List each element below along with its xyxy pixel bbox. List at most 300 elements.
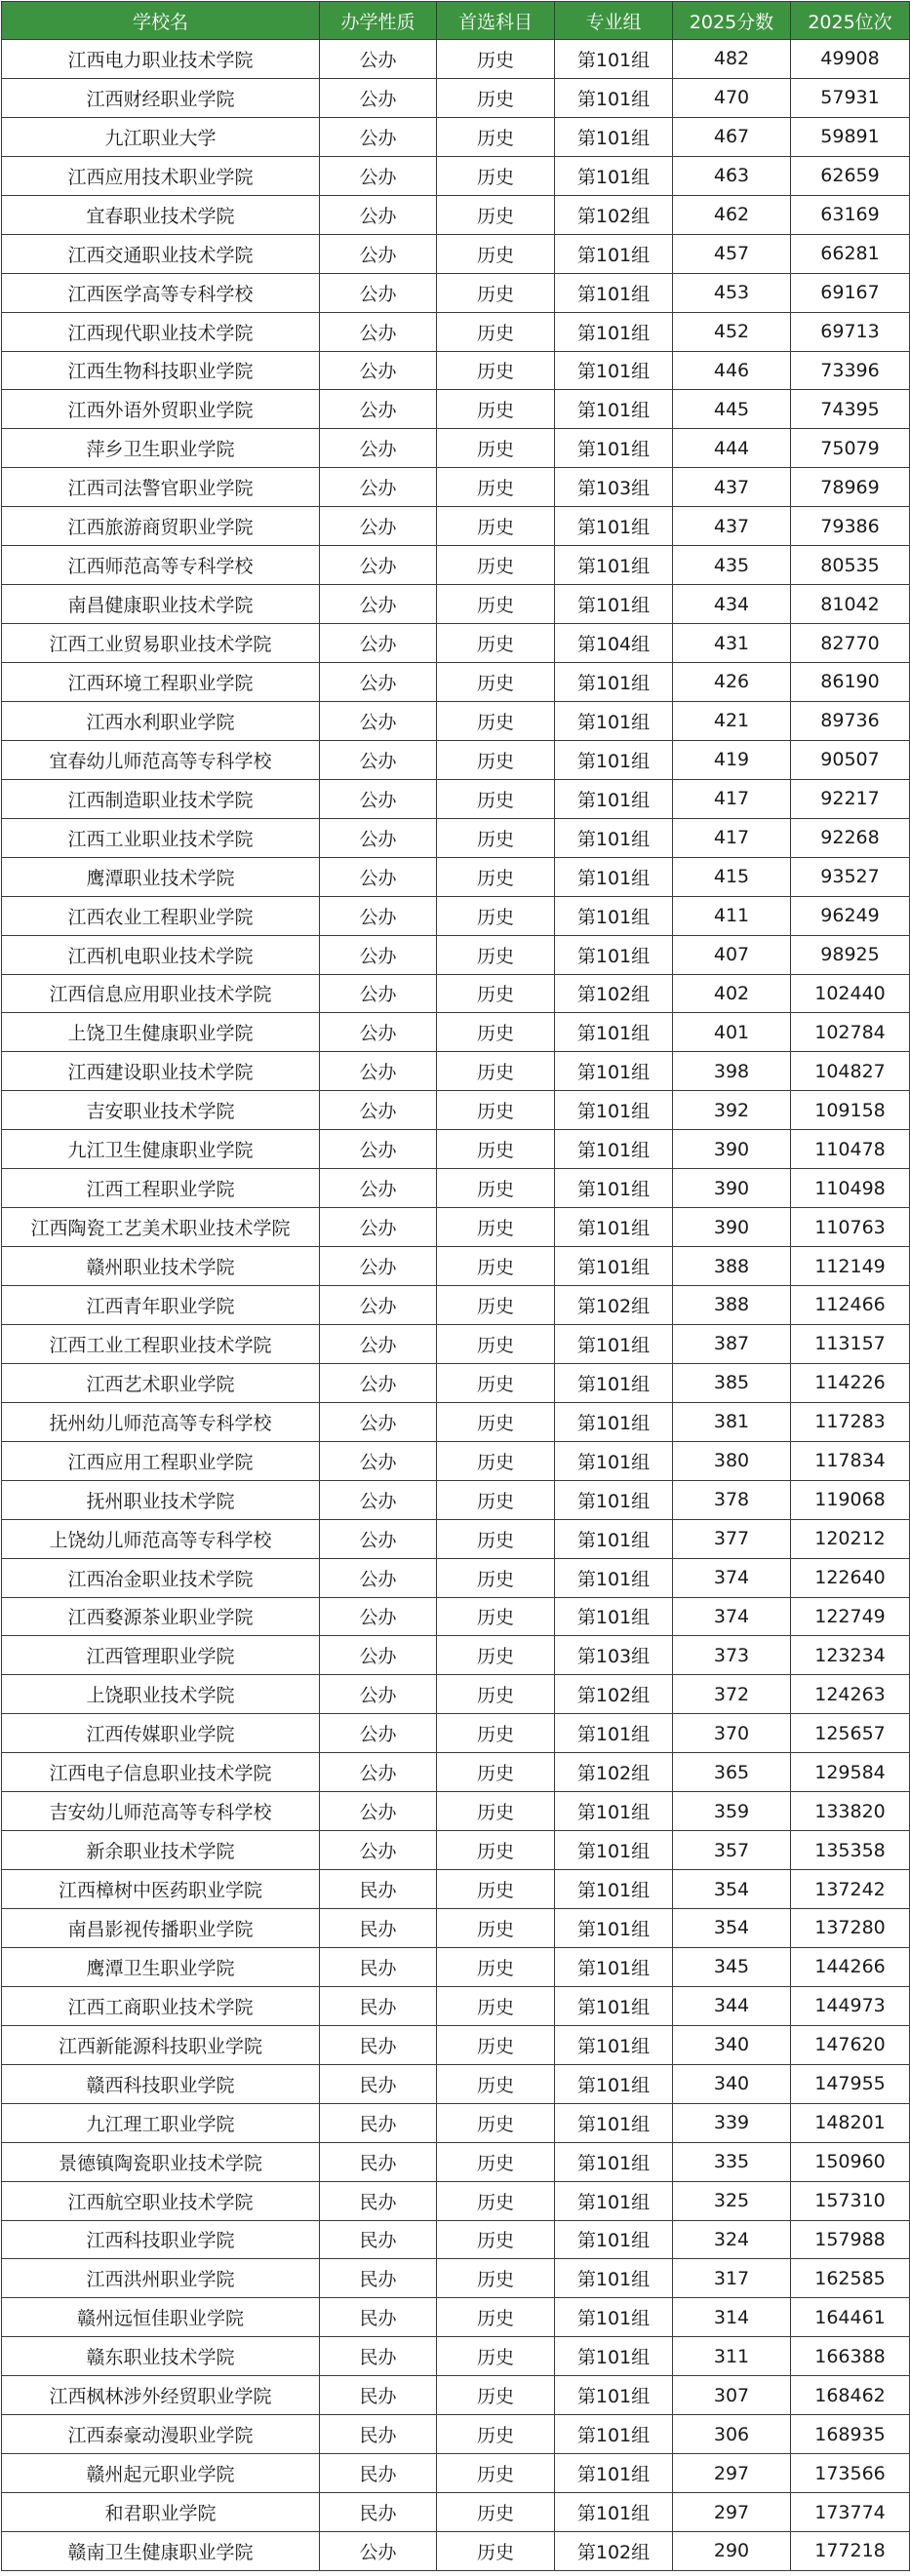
- school-name-cell: 江西工业职业技术学院: [2, 818, 320, 857]
- rank-cell: 157310: [791, 2181, 910, 2220]
- table-row: [2, 1480, 910, 1519]
- school-name-cell: 赣州职业技术学院: [2, 1247, 320, 1286]
- group-cell: 第101组: [555, 2220, 673, 2259]
- table-row: [2, 2532, 910, 2571]
- subject-cell: 历史: [437, 1909, 555, 1948]
- subject-cell: 历史: [437, 1519, 555, 1558]
- group-cell: 第101组: [555, 1714, 673, 1753]
- school-name-cell: 江西洪州职业学院: [2, 2259, 320, 2298]
- group-cell: 第101组: [555, 1597, 673, 1636]
- score-cell: 380: [673, 1441, 791, 1480]
- rank-cell: 73396: [791, 351, 910, 390]
- rank-cell: 69713: [791, 312, 910, 351]
- score-cell: 407: [673, 935, 791, 974]
- school-name-cell: 江西管理职业学院: [2, 1636, 320, 1675]
- subject-cell: 历史: [437, 2220, 555, 2259]
- school-name-cell: 新余职业技术学院: [2, 1831, 320, 1870]
- group-cell: 第101组: [555, 1091, 673, 1130]
- rank-cell: 123234: [791, 1636, 910, 1675]
- group-cell: 第101组: [555, 546, 673, 585]
- subject-cell: 历史: [437, 1597, 555, 1636]
- rank-cell: 78969: [791, 468, 910, 507]
- table-row: [2, 857, 910, 896]
- school-type-cell: 民办: [320, 2259, 437, 2298]
- school-name-cell: 江西枫林涉外经贸职业学院: [2, 2376, 320, 2415]
- subject-cell: 历史: [437, 273, 555, 312]
- table-row: [2, 974, 910, 1013]
- school-type-cell: 民办: [320, 2376, 437, 2415]
- group-cell: 第101组: [555, 1480, 673, 1519]
- group-cell: 第101组: [555, 1169, 673, 1208]
- school-name-cell: 江西应用工程职业学院: [2, 1441, 320, 1480]
- school-type-cell: 公办: [320, 1753, 437, 1792]
- group-cell: 第102组: [555, 2532, 673, 2571]
- group-cell: 第101组: [555, 2064, 673, 2103]
- table-row: [2, 663, 910, 702]
- school-type-cell: 公办: [320, 585, 437, 624]
- group-cell: 第101组: [555, 78, 673, 117]
- subject-cell: 历史: [437, 2376, 555, 2415]
- rank-cell: 112466: [791, 1286, 910, 1325]
- group-cell: 第101组: [555, 2454, 673, 2493]
- group-cell: 第101组: [555, 1909, 673, 1948]
- group-cell: 第101组: [555, 1247, 673, 1286]
- group-cell: 第101组: [555, 857, 673, 896]
- subject-cell: 历史: [437, 2142, 555, 2181]
- school-name-cell: 江西传媒职业学院: [2, 1714, 320, 1753]
- school-name-cell: 江西建设职业技术学院: [2, 1052, 320, 1091]
- table-row: [2, 1597, 910, 1636]
- subject-cell: 历史: [437, 857, 555, 896]
- table-header: [2, 2, 910, 40]
- school-name-cell: 江西新能源科技职业学院: [2, 2025, 320, 2064]
- table-row: [2, 2142, 910, 2181]
- table-row: [2, 935, 910, 974]
- school-type-cell: 公办: [320, 935, 437, 974]
- column-header-group: 专业组: [555, 2, 673, 40]
- table-row: [2, 1947, 910, 1986]
- subject-cell: 历史: [437, 2298, 555, 2337]
- school-type-cell: 公办: [320, 273, 437, 312]
- subject-cell: 历史: [437, 624, 555, 663]
- school-name-cell: 江西师范高等专科学校: [2, 546, 320, 585]
- score-cell: 437: [673, 507, 791, 546]
- column-header-school: 学校名: [2, 2, 320, 40]
- subject-cell: 历史: [437, 507, 555, 546]
- score-cell: 324: [673, 2220, 791, 2259]
- school-name-cell: 江西医学高等专科学校: [2, 273, 320, 312]
- rank-cell: 147955: [791, 2064, 910, 2103]
- table-row: [2, 78, 910, 117]
- score-cell: 444: [673, 429, 791, 468]
- school-name-cell: 九江理工职业学院: [2, 2103, 320, 2142]
- rank-cell: 69167: [791, 273, 910, 312]
- school-name-cell: 赣南卫生健康职业学院: [2, 2532, 320, 2571]
- score-cell: 453: [673, 273, 791, 312]
- rank-cell: 63169: [791, 195, 910, 234]
- score-cell: 467: [673, 117, 791, 156]
- rank-cell: 129584: [791, 1753, 910, 1792]
- group-cell: 第102组: [555, 1286, 673, 1325]
- subject-cell: 历史: [437, 1792, 555, 1831]
- subject-cell: 历史: [437, 2025, 555, 2064]
- rank-cell: 144266: [791, 1947, 910, 1986]
- school-name-cell: 江西农业工程职业学院: [2, 896, 320, 935]
- school-type-cell: 民办: [320, 2142, 437, 2181]
- rank-cell: 74395: [791, 390, 910, 429]
- score-cell: 373: [673, 1636, 791, 1675]
- subject-cell: 历史: [437, 1208, 555, 1247]
- rank-cell: 79386: [791, 507, 910, 546]
- school-name-cell: 江西工商职业技术学院: [2, 1986, 320, 2025]
- rank-cell: 49908: [791, 40, 910, 79]
- table-row: [2, 1753, 910, 1792]
- score-cell: 462: [673, 195, 791, 234]
- score-cell: 374: [673, 1597, 791, 1636]
- subject-cell: 历史: [437, 974, 555, 1013]
- rank-cell: 82770: [791, 624, 910, 663]
- group-cell: 第102组: [555, 195, 673, 234]
- score-cell: 325: [673, 2181, 791, 2220]
- table-row: [2, 234, 910, 273]
- score-cell: 437: [673, 468, 791, 507]
- group-cell: 第101组: [555, 1558, 673, 1597]
- table-row: [2, 2181, 910, 2220]
- table-row: [2, 740, 910, 779]
- group-cell: 第101组: [555, 1947, 673, 1986]
- group-cell: 第101组: [555, 779, 673, 818]
- subject-cell: 历史: [437, 1870, 555, 1909]
- school-type-cell: 公办: [320, 507, 437, 546]
- rank-cell: 135358: [791, 1831, 910, 1870]
- rank-cell: 89736: [791, 701, 910, 740]
- group-cell: 第101组: [555, 740, 673, 779]
- school-name-cell: 江西婺源茶业职业学院: [2, 1597, 320, 1636]
- subject-cell: 历史: [437, 2415, 555, 2454]
- score-cell: 345: [673, 1947, 791, 1986]
- group-cell: 第101组: [555, 312, 673, 351]
- school-name-cell: 江西信息应用职业技术学院: [2, 974, 320, 1013]
- score-cell: 411: [673, 896, 791, 935]
- table-row: [2, 2103, 910, 2142]
- score-cell: 365: [673, 1753, 791, 1792]
- school-name-cell: 上饶卫生健康职业学院: [2, 1013, 320, 1052]
- score-cell: 426: [673, 663, 791, 702]
- table-row: [2, 1986, 910, 2025]
- subject-cell: 历史: [437, 1480, 555, 1519]
- table-row: [2, 1714, 910, 1753]
- school-type-cell: 公办: [320, 663, 437, 702]
- rank-cell: 166388: [791, 2337, 910, 2376]
- table-row: [2, 2025, 910, 2064]
- school-name-cell: 江西制造职业技术学院: [2, 779, 320, 818]
- score-cell: 297: [673, 2454, 791, 2493]
- school-type-cell: 公办: [320, 1363, 437, 1402]
- rank-cell: 110498: [791, 1169, 910, 1208]
- rank-cell: 133820: [791, 1792, 910, 1831]
- school-type-cell: 公办: [320, 1324, 437, 1363]
- score-cell: 385: [673, 1363, 791, 1402]
- table-row: [2, 2376, 910, 2415]
- school-type-cell: 民办: [320, 2298, 437, 2337]
- rank-cell: 112149: [791, 1247, 910, 1286]
- score-cell: 470: [673, 78, 791, 117]
- group-cell: 第101组: [555, 663, 673, 702]
- admission-table: [1, 1, 910, 2571]
- table-row: [2, 818, 910, 857]
- subject-cell: 历史: [437, 1324, 555, 1363]
- score-cell: 377: [673, 1519, 791, 1558]
- school-type-cell: 公办: [320, 624, 437, 663]
- school-type-cell: 公办: [320, 195, 437, 234]
- school-name-cell: 南昌健康职业技术学院: [2, 585, 320, 624]
- score-cell: 314: [673, 2298, 791, 2337]
- group-cell: 第101组: [555, 818, 673, 857]
- rank-cell: 114226: [791, 1363, 910, 1402]
- rank-cell: 75079: [791, 429, 910, 468]
- subject-cell: 历史: [437, 1286, 555, 1325]
- subject-cell: 历史: [437, 585, 555, 624]
- score-cell: 457: [673, 234, 791, 273]
- group-cell: 第101组: [555, 1870, 673, 1909]
- table-row: [2, 2337, 910, 2376]
- table-row: [2, 117, 910, 156]
- rank-cell: 92268: [791, 818, 910, 857]
- table-row: [2, 1363, 910, 1402]
- rank-cell: 137280: [791, 1909, 910, 1948]
- subject-cell: 历史: [437, 2454, 555, 2493]
- score-cell: 297: [673, 2493, 791, 2532]
- subject-cell: 历史: [437, 1130, 555, 1169]
- subject-cell: 历史: [437, 1247, 555, 1286]
- table-row: [2, 1130, 910, 1169]
- table-row: [2, 2415, 910, 2454]
- rank-cell: 117283: [791, 1402, 910, 1441]
- group-cell: 第103组: [555, 468, 673, 507]
- group-cell: 第101组: [555, 2259, 673, 2298]
- school-name-cell: 江西工业贸易职业技术学院: [2, 624, 320, 663]
- group-cell: 第101组: [555, 1441, 673, 1480]
- subject-cell: 历史: [437, 740, 555, 779]
- table-row: [2, 546, 910, 585]
- rank-cell: 102440: [791, 974, 910, 1013]
- score-cell: 482: [673, 40, 791, 79]
- rank-cell: 137242: [791, 1870, 910, 1909]
- group-cell: 第101组: [555, 2103, 673, 2142]
- score-cell: 357: [673, 1831, 791, 1870]
- school-type-cell: 公办: [320, 1597, 437, 1636]
- school-name-cell: 江西科技职业学院: [2, 2220, 320, 2259]
- rank-cell: 168935: [791, 2415, 910, 2454]
- subject-cell: 历史: [437, 1052, 555, 1091]
- subject-cell: 历史: [437, 1714, 555, 1753]
- score-cell: 434: [673, 585, 791, 624]
- school-type-cell: 公办: [320, 1519, 437, 1558]
- school-name-cell: 鹰潭卫生职业学院: [2, 1947, 320, 1986]
- table-row: [2, 1792, 910, 1831]
- school-type-cell: 公办: [320, 701, 437, 740]
- group-cell: 第101组: [555, 2493, 673, 2532]
- subject-cell: 历史: [437, 429, 555, 468]
- school-name-cell: 赣州起元职业学院: [2, 2454, 320, 2493]
- school-type-cell: 公办: [320, 779, 437, 818]
- score-cell: 340: [673, 2064, 791, 2103]
- school-name-cell: 宜春职业技术学院: [2, 195, 320, 234]
- school-name-cell: 上饶职业技术学院: [2, 1675, 320, 1714]
- school-type-cell: 公办: [320, 1636, 437, 1675]
- school-name-cell: 抚州职业技术学院: [2, 1480, 320, 1519]
- score-cell: 419: [673, 740, 791, 779]
- score-cell: 388: [673, 1247, 791, 1286]
- subject-cell: 历史: [437, 1947, 555, 1986]
- group-cell: 第101组: [555, 2142, 673, 2181]
- table-row: [2, 1441, 910, 1480]
- school-type-cell: 公办: [320, 1286, 437, 1325]
- group-cell: 第101组: [555, 2181, 673, 2220]
- group-cell: 第101组: [555, 40, 673, 79]
- school-type-cell: 公办: [320, 1831, 437, 1870]
- subject-cell: 历史: [437, 1636, 555, 1675]
- subject-cell: 历史: [437, 1986, 555, 2025]
- school-type-cell: 公办: [320, 857, 437, 896]
- subject-cell: 历史: [437, 896, 555, 935]
- column-header-type: 办学性质: [320, 2, 437, 40]
- subject-cell: 历史: [437, 546, 555, 585]
- group-cell: 第101组: [555, 1792, 673, 1831]
- table-row: [2, 624, 910, 663]
- score-cell: 290: [673, 2532, 791, 2571]
- table-row: [2, 2064, 910, 2103]
- subject-cell: 历史: [437, 2337, 555, 2376]
- school-type-cell: 公办: [320, 468, 437, 507]
- school-name-cell: 南昌影视传播职业学院: [2, 1909, 320, 1948]
- group-cell: 第103组: [555, 1636, 673, 1675]
- school-name-cell: 江西电子信息职业技术学院: [2, 1753, 320, 1792]
- score-cell: 372: [673, 1675, 791, 1714]
- table-row: [2, 1909, 910, 1948]
- group-cell: 第101组: [555, 2298, 673, 2337]
- subject-cell: 历史: [437, 234, 555, 273]
- school-type-cell: 公办: [320, 740, 437, 779]
- column-header-rank: 2025位次: [791, 2, 910, 40]
- school-type-cell: 公办: [320, 1169, 437, 1208]
- score-cell: 378: [673, 1480, 791, 1519]
- score-cell: 311: [673, 2337, 791, 2376]
- rank-cell: 104827: [791, 1052, 910, 1091]
- rank-cell: 113157: [791, 1324, 910, 1363]
- table-row: [2, 1247, 910, 1286]
- school-type-cell: 公办: [320, 156, 437, 195]
- table-row: [2, 351, 910, 390]
- rank-cell: 119068: [791, 1480, 910, 1519]
- rank-cell: 150960: [791, 2142, 910, 2181]
- score-cell: 317: [673, 2259, 791, 2298]
- school-type-cell: 公办: [320, 1091, 437, 1130]
- school-type-cell: 公办: [320, 1792, 437, 1831]
- table-row: [2, 585, 910, 624]
- rank-cell: 93527: [791, 857, 910, 896]
- rank-cell: 164461: [791, 2298, 910, 2337]
- school-name-cell: 吉安幼儿师范高等专科学校: [2, 1792, 320, 1831]
- score-cell: 392: [673, 1091, 791, 1130]
- table-row: [2, 2298, 910, 2337]
- table-row: [2, 468, 910, 507]
- column-header-score: 2025分数: [673, 2, 791, 40]
- school-name-cell: 江西机电职业技术学院: [2, 935, 320, 974]
- subject-cell: 历史: [437, 1675, 555, 1714]
- school-name-cell: 江西司法警官职业学院: [2, 468, 320, 507]
- table-row: [2, 896, 910, 935]
- school-name-cell: 九江职业大学: [2, 117, 320, 156]
- table-body: [2, 40, 910, 2571]
- subject-cell: 历史: [437, 2064, 555, 2103]
- score-cell: 401: [673, 1013, 791, 1052]
- school-name-cell: 江西工程职业学院: [2, 1169, 320, 1208]
- group-cell: 第102组: [555, 1753, 673, 1792]
- subject-cell: 历史: [437, 78, 555, 117]
- group-cell: 第101组: [555, 1013, 673, 1052]
- score-cell: 390: [673, 1208, 791, 1247]
- score-cell: 374: [673, 1558, 791, 1597]
- score-cell: 452: [673, 312, 791, 351]
- school-name-cell: 赣西科技职业学院: [2, 2064, 320, 2103]
- school-name-cell: 抚州幼儿师范高等专科学校: [2, 1402, 320, 1441]
- school-type-cell: 公办: [320, 1130, 437, 1169]
- school-type-cell: 民办: [320, 1870, 437, 1909]
- school-name-cell: 江西交通职业技术学院: [2, 234, 320, 273]
- school-type-cell: 公办: [320, 429, 437, 468]
- rank-cell: 96249: [791, 896, 910, 935]
- subject-cell: 历史: [437, 779, 555, 818]
- school-name-cell: 萍乡卫生职业学院: [2, 429, 320, 468]
- table-row: [2, 2259, 910, 2298]
- school-name-cell: 江西外语外贸职业学院: [2, 390, 320, 429]
- table-row: [2, 1169, 910, 1208]
- rank-cell: 81042: [791, 585, 910, 624]
- school-name-cell: 江西艺术职业学院: [2, 1363, 320, 1402]
- school-name-cell: 江西樟树中医药职业学院: [2, 1870, 320, 1909]
- table-row: [2, 1208, 910, 1247]
- subject-cell: 历史: [437, 195, 555, 234]
- subject-cell: 历史: [437, 663, 555, 702]
- subject-cell: 历史: [437, 1753, 555, 1792]
- table-row: [2, 273, 910, 312]
- subject-cell: 历史: [437, 1402, 555, 1441]
- rank-cell: 122749: [791, 1597, 910, 1636]
- table-row: [2, 701, 910, 740]
- group-cell: 第101组: [555, 1986, 673, 2025]
- rank-cell: 86190: [791, 663, 910, 702]
- school-name-cell: 和君职业学院: [2, 2493, 320, 2532]
- school-type-cell: 民办: [320, 2181, 437, 2220]
- group-cell: 第101组: [555, 1519, 673, 1558]
- table-row: [2, 1675, 910, 1714]
- rank-cell: 157988: [791, 2220, 910, 2259]
- rank-cell: 66281: [791, 234, 910, 273]
- school-type-cell: 公办: [320, 1714, 437, 1753]
- group-cell: 第101组: [555, 1363, 673, 1402]
- score-cell: 415: [673, 857, 791, 896]
- school-type-cell: 公办: [320, 2532, 437, 2571]
- table-row: [2, 156, 910, 195]
- rank-cell: 122640: [791, 1558, 910, 1597]
- school-name-cell: 江西应用技术职业学院: [2, 156, 320, 195]
- school-name-cell: 江西工业工程职业技术学院: [2, 1324, 320, 1363]
- rank-cell: 125657: [791, 1714, 910, 1753]
- school-type-cell: 民办: [320, 2493, 437, 2532]
- subject-cell: 历史: [437, 2103, 555, 2142]
- header-row: [2, 2, 910, 40]
